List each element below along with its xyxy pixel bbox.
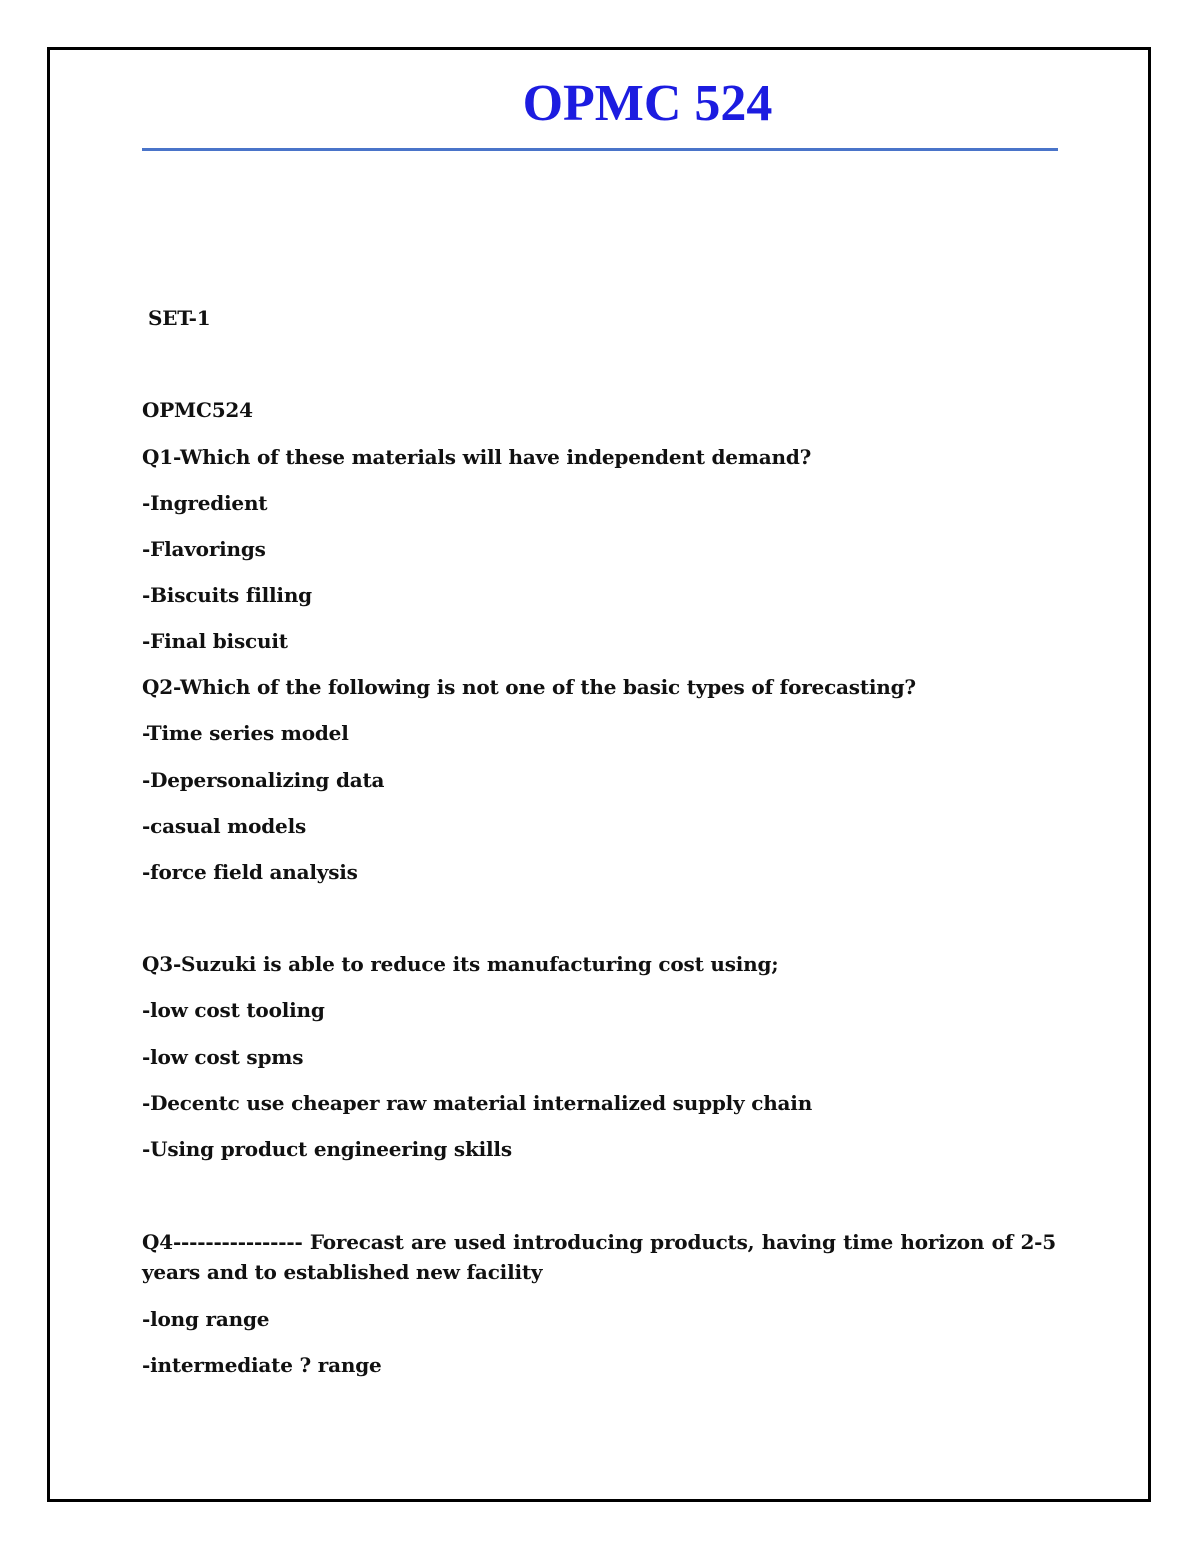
question-2-option-2: -Depersonalizing data	[142, 768, 385, 792]
question-2-option-4: -force field analysis	[142, 860, 358, 884]
question-3-prompt: Q3-Suzuki is able to reduce its manufacturing cost using;	[142, 952, 779, 976]
question-1-option-1: -Ingredient	[142, 491, 268, 515]
question-2-option-3: -casual models	[142, 814, 307, 838]
question-4-prompt: Q4---------------- Forecast are used introducing products, having time horizon of 2-5 years and to established new facility	[142, 1230, 1056, 1284]
question-4-option-2: -intermediate ? range	[142, 1353, 382, 1377]
title-underline	[142, 148, 1058, 151]
question-1-option-3: -Biscuits filling	[142, 583, 312, 607]
question-2-prompt: Q2-Which of the following is not one of the basic types of forecasting?	[142, 675, 916, 699]
question-3-option-4: -Using product engineering skills	[142, 1137, 512, 1161]
question-1-option-2: -Flavorings	[142, 537, 266, 561]
question-3-option-2: -low cost spms	[142, 1045, 304, 1069]
question-3-option-1: -low cost tooling	[142, 998, 325, 1022]
question-1-option-4: -Final biscuit	[142, 629, 288, 653]
document-title: OPMC 524	[522, 75, 773, 132]
question-1-prompt: Q1-Which of these materials will have independent demand?	[142, 445, 812, 469]
question-4-option-1: -long range	[142, 1307, 270, 1331]
set-label: SET-1	[148, 306, 211, 330]
course-code: OPMC524	[142, 398, 253, 422]
question-3-option-3: -Decentc use cheaper raw material internalized supply chain	[142, 1091, 813, 1115]
question-2-option-1: -Time series model	[142, 721, 349, 745]
